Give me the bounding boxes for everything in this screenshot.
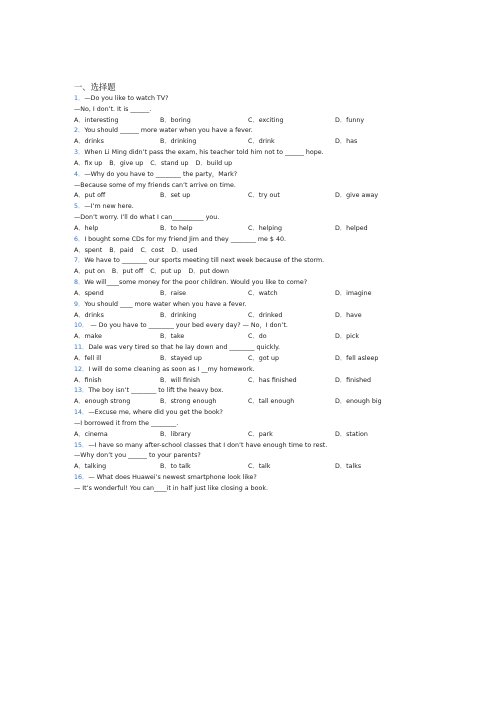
- answer-option[interactable]: D．finished: [335, 376, 371, 384]
- question-number: 13．: [74, 387, 89, 395]
- question-text: You should ____ more water when you have a fever.: [84, 300, 247, 308]
- question-number: 5．: [74, 203, 85, 211]
- answer-option[interactable]: B．set up: [160, 192, 191, 200]
- option-row: [74, 289, 474, 300]
- answer-option[interactable]: A．make: [74, 333, 102, 341]
- question-stem: [74, 321, 474, 332]
- question-text: I bought some CDs for my friend Jim and they ________ me $ 40.: [84, 235, 286, 243]
- answer-option[interactable]: A．fell ill: [74, 354, 102, 362]
- question-stem: [74, 278, 474, 289]
- question-number: 12．: [74, 365, 89, 373]
- answer-option[interactable]: B．strong enough: [160, 398, 217, 406]
- answer-option[interactable]: D．pick: [335, 333, 360, 341]
- question-number: 4．: [74, 170, 85, 178]
- question-list: [74, 94, 474, 495]
- question-number: 14．: [74, 409, 89, 417]
- question-text: —I have so many after-school classes that I don’t have enough time to rest.: [88, 441, 328, 449]
- question-text: —I’m new here.: [84, 203, 134, 211]
- question-text: —Excuse me, where did you get the book?: [88, 409, 223, 417]
- question-stem: [74, 300, 474, 311]
- question-text: When Li Ming didn’t pass the exam, his teacher told him not to ______ hope.: [84, 149, 324, 157]
- answer-option[interactable]: D．give away: [335, 192, 379, 200]
- question-stem: [74, 343, 474, 354]
- answer-option[interactable]: A．drinks: [74, 311, 104, 319]
- answer-option[interactable]: B．to help: [160, 224, 193, 232]
- answer-option[interactable]: B．give up: [109, 159, 144, 167]
- question-number: 3．: [74, 149, 85, 157]
- question-stem: [74, 386, 474, 397]
- answer-option[interactable]: C．stand up: [150, 159, 189, 167]
- question-text: — What does Huawei’s newest smartphone look like?: [88, 473, 257, 481]
- option-row: [74, 376, 474, 387]
- answer-option[interactable]: D．helped: [335, 224, 368, 232]
- option-row: [74, 159, 474, 170]
- question-stem: [74, 202, 474, 213]
- answer-option[interactable]: A．talking: [74, 463, 107, 471]
- answer-option[interactable]: D．has: [335, 138, 358, 146]
- option-row: [74, 397, 474, 408]
- section-title: 一、选择题: [74, 82, 116, 92]
- answer-option[interactable]: D．put down: [188, 268, 229, 276]
- answer-option[interactable]: B．put off: [111, 268, 144, 276]
- question-number: 11．: [74, 344, 89, 352]
- question-dialogue-line: —Don’t worry. I’ll do what I can__________ you.: [74, 214, 220, 222]
- answer-option[interactable]: A．spent: [74, 246, 103, 254]
- question-text: I will do some cleaning as soon as I __my homework.: [88, 365, 255, 373]
- answer-option[interactable]: C．park: [248, 430, 273, 438]
- answer-option[interactable]: C．has finished: [248, 376, 297, 384]
- option-row: [74, 267, 474, 278]
- answer-option[interactable]: B．raise: [160, 289, 186, 297]
- question-text: —Do you like to watch TV?: [84, 95, 169, 102]
- answer-option[interactable]: C．drink: [248, 138, 275, 146]
- option-row: [74, 224, 474, 235]
- answer-option[interactable]: B．take: [160, 333, 185, 341]
- answer-option[interactable]: D．used: [171, 246, 198, 254]
- answer-option[interactable]: A．fix up: [74, 159, 103, 167]
- question-stem: [74, 256, 474, 267]
- answer-option[interactable]: D．station: [335, 430, 368, 438]
- answer-option[interactable]: A．spend: [74, 289, 104, 297]
- answer-option[interactable]: C．drinked: [248, 311, 283, 319]
- question-text: The boy isn’t ________ to lift the heavy box.: [88, 387, 224, 395]
- question-stem: [74, 441, 474, 452]
- question-text: —Why do you have to ________ the party，Mark?: [84, 170, 238, 178]
- answer-option[interactable]: C．talk: [248, 463, 271, 471]
- question-number: 6．: [74, 235, 85, 243]
- answer-option[interactable]: C．try out: [248, 192, 280, 200]
- question-stem: [74, 170, 474, 181]
- answer-option[interactable]: D．have: [335, 311, 362, 319]
- question-text: — Do you have to ________ your bed every day? — No，I don’t.: [88, 322, 288, 330]
- answer-option[interactable]: D．imagine: [335, 289, 372, 297]
- answer-option[interactable]: A．put off: [74, 192, 106, 200]
- answer-option[interactable]: A．enough strong: [74, 398, 131, 406]
- option-row: [74, 462, 474, 473]
- answer-option[interactable]: B．library: [160, 430, 191, 438]
- exam-document: [74, 80, 474, 495]
- question-text: We have to ________ our sports meeting till next week because of the storm.: [84, 257, 325, 265]
- answer-option[interactable]: D．enough big: [335, 398, 382, 406]
- option-row: [74, 246, 474, 257]
- answer-option[interactable]: B．to talk: [160, 463, 191, 471]
- answer-option[interactable]: C．watch: [248, 289, 278, 297]
- question-text: We will____some money for the poor children. Would you like to come?: [84, 279, 308, 287]
- question-number: 16．: [74, 473, 89, 481]
- answer-option[interactable]: D．fell asleep: [335, 354, 379, 362]
- answer-option[interactable]: B．stayed up: [160, 354, 202, 362]
- answer-option[interactable]: A．put on: [74, 268, 105, 276]
- question-dialogue-line: —Because some of my friends can’t arrive on time.: [74, 181, 236, 189]
- option-row: [74, 430, 474, 441]
- question-stem: [74, 365, 474, 376]
- question-stem: [74, 126, 474, 137]
- question-number: 15．: [74, 441, 89, 449]
- question-number: 8．: [74, 279, 85, 287]
- question-dialogue-line: —Why don’t you ______ to your parents?: [74, 452, 201, 460]
- answer-option[interactable]: C．tall enough: [248, 398, 295, 406]
- question-stem: [74, 94, 474, 105]
- question-number: 1．: [74, 95, 85, 102]
- answer-option[interactable]: B．drinking: [160, 311, 197, 319]
- option-row: [74, 137, 474, 148]
- question-stem: [74, 473, 474, 484]
- answer-option[interactable]: C．put up: [150, 268, 182, 276]
- question-stem: [74, 408, 474, 419]
- option-row: [74, 332, 474, 343]
- option-row: [74, 354, 474, 365]
- answer-option[interactable]: A．interesting: [74, 116, 119, 124]
- question-number: 2．: [74, 127, 85, 135]
- answer-option[interactable]: B．drinking: [160, 138, 197, 146]
- answer-option[interactable]: A．drinks: [74, 138, 104, 146]
- answer-option[interactable]: B．boring: [160, 116, 191, 124]
- question-text: Dale was very tired so that he lay down and ________ quickly.: [88, 344, 280, 352]
- answer-option[interactable]: A．cinema: [74, 430, 108, 438]
- answer-option[interactable]: D．build up: [195, 159, 233, 167]
- answer-option[interactable]: B．paid: [109, 246, 134, 254]
- answer-option[interactable]: B．will finish: [160, 376, 200, 384]
- answer-option[interactable]: C．got up: [248, 354, 280, 362]
- question-number: 9．: [74, 300, 85, 308]
- question-dialogue-line: — It’s wonderful! You can____it in half just like closing a book.: [74, 484, 268, 492]
- question-dialogue-line: —No, I don’t. It is ______.: [74, 105, 152, 113]
- option-row: [74, 191, 474, 202]
- answer-option[interactable]: D．talks: [335, 463, 362, 471]
- answer-option[interactable]: C．exciting: [248, 116, 284, 124]
- answer-option[interactable]: A．finish: [74, 376, 102, 384]
- option-row: [74, 311, 474, 322]
- question-number: 7．: [74, 257, 85, 265]
- answer-option[interactable]: A．help: [74, 224, 99, 232]
- answer-option[interactable]: D．funny: [335, 116, 365, 124]
- question-stem: [74, 235, 474, 246]
- question-stem: [74, 148, 474, 159]
- question-dialogue-line: —I borrowed it from the ________.: [74, 419, 179, 427]
- answer-option[interactable]: C．helping: [248, 224, 283, 232]
- question-number: 10．: [74, 322, 89, 330]
- answer-option[interactable]: C．cost: [140, 246, 165, 254]
- question-text: You should ______ more water when you have a fever.: [84, 127, 253, 135]
- option-row: [74, 116, 474, 127]
- answer-option[interactable]: C．do: [248, 333, 267, 341]
